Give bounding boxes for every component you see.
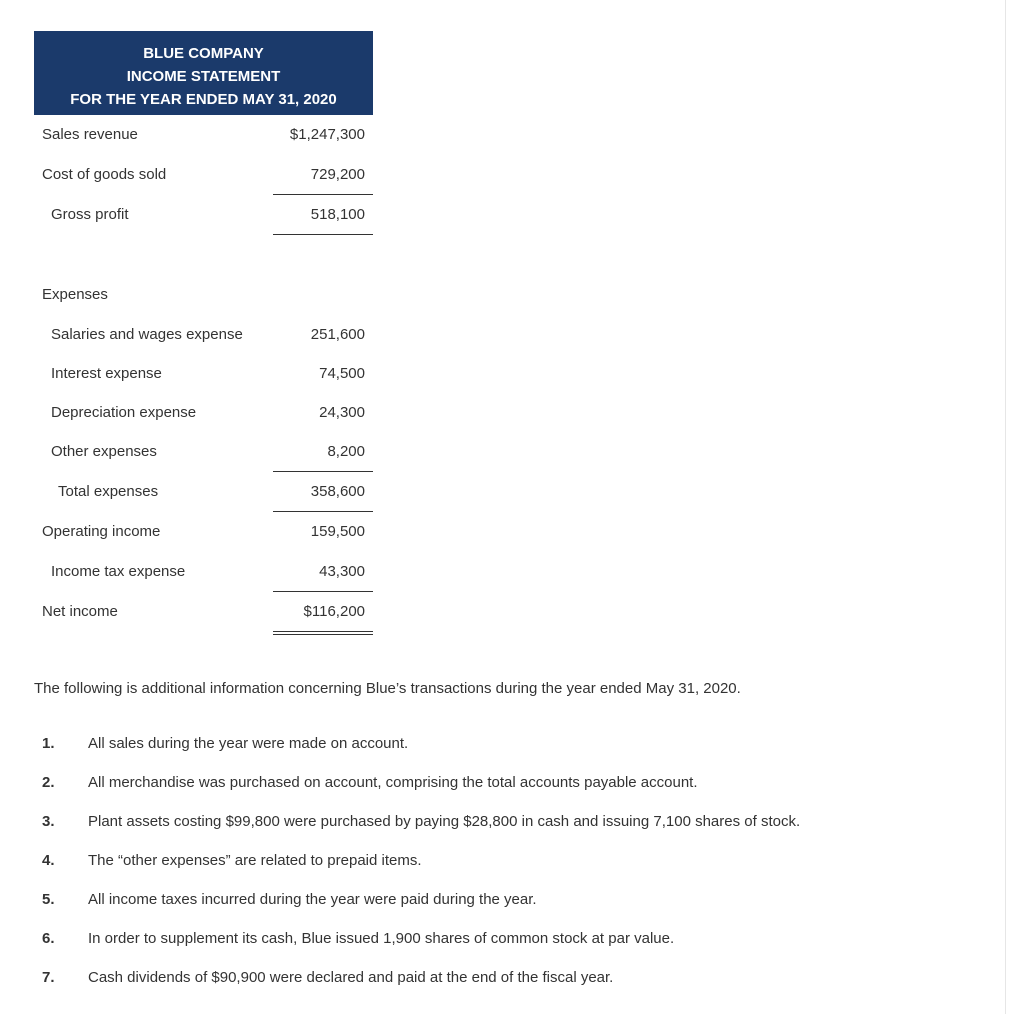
row-value: 251,600 <box>310 326 365 343</box>
list-item-number: 2. <box>42 774 55 791</box>
statement-row-total-expenses <box>34 472 373 512</box>
statement-row-salaries-wages <box>34 315 373 354</box>
statement-row-other-expenses <box>34 432 373 472</box>
row-value: 24,300 <box>319 404 365 421</box>
list-item-text: Plant assets costing $99,800 were purchased by paying $28,800 in cash and issuing 7,100 shares of stock. <box>88 813 801 830</box>
list-item <box>34 959 974 998</box>
row-value: 358,600 <box>310 483 365 500</box>
row-label: Depreciation expense <box>51 404 197 421</box>
row-value: 729,200 <box>310 166 365 183</box>
additional-info-list <box>34 725 974 998</box>
statement-header <box>34 31 373 115</box>
statement-row-depreciation-expense <box>34 393 373 432</box>
statement-row-sales-revenue <box>34 115 373 155</box>
row-label: Gross profit <box>51 206 129 223</box>
row-value: $1,247,300 <box>289 126 365 143</box>
row-label: Operating income <box>42 523 161 540</box>
statement-row-gross-profit <box>34 195 373 235</box>
list-item <box>34 842 974 881</box>
statement-row-operating-income <box>34 512 373 552</box>
income-statement <box>34 31 373 632</box>
statement-row-cost-of-goods-sold <box>34 155 373 195</box>
list-item <box>34 881 974 920</box>
list-item-text: All income taxes incurred during the year were paid during the year. <box>88 891 537 908</box>
list-item-number: 4. <box>42 852 55 869</box>
list-item <box>34 920 974 959</box>
list-item-text: The “other expenses” are related to prepaid items. <box>88 852 422 869</box>
list-item-text: All sales during the year were made on account. <box>88 735 409 752</box>
additional-info-intro: The following is additional information concerning Blue’s transactions during the year ended May 31, 2020. <box>34 680 741 697</box>
list-item <box>34 803 974 842</box>
row-label: Interest expense <box>51 365 162 382</box>
row-value: 43,300 <box>319 563 365 580</box>
row-label: Cost of goods sold <box>42 166 167 183</box>
row-value: 518,100 <box>310 206 365 223</box>
list-item-number: 6. <box>42 930 55 947</box>
list-item-text: All merchandise was purchased on account, comprising the total accounts payable account. <box>88 774 698 791</box>
list-item <box>34 725 974 764</box>
row-value: 8,200 <box>327 443 365 460</box>
statement-title: INCOME STATEMENT <box>126 68 281 85</box>
statement-row-income-tax-expense <box>34 552 373 592</box>
row-value: 74,500 <box>319 365 365 382</box>
row-label: Total expenses <box>58 483 159 500</box>
list-item-number: 3. <box>42 813 55 830</box>
double-underline-rule-top <box>273 631 373 632</box>
statement-row-spacer <box>34 235 373 275</box>
double-underline-rule-bottom <box>273 634 373 635</box>
company-name: BLUE COMPANY <box>143 45 264 62</box>
statement-period: FOR THE YEAR ENDED MAY 31, 2020 <box>70 91 337 108</box>
statement-row-expenses-heading <box>34 275 373 315</box>
row-label: Income tax expense <box>51 563 186 580</box>
row-label: Net income <box>42 603 118 620</box>
list-item <box>34 764 974 803</box>
statement-row-net-income <box>34 592 373 632</box>
row-value: 159,500 <box>310 523 365 540</box>
statement-row-interest-expense <box>34 354 373 393</box>
list-item-number: 7. <box>42 969 55 986</box>
list-item-number: 1. <box>42 735 55 752</box>
row-value: $116,200 <box>303 603 365 620</box>
row-label: Salaries and wages expense <box>51 326 243 343</box>
list-item-text: Cash dividends of $90,900 were declared and paid at the end of the fiscal year. <box>88 969 614 986</box>
list-item-number: 5. <box>42 891 55 908</box>
row-label: Other expenses <box>51 443 157 460</box>
list-item-text: In order to supplement its cash, Blue issued 1,900 shares of common stock at par value. <box>88 930 675 947</box>
row-label: Sales revenue <box>42 126 138 143</box>
row-label: Expenses <box>42 286 108 303</box>
